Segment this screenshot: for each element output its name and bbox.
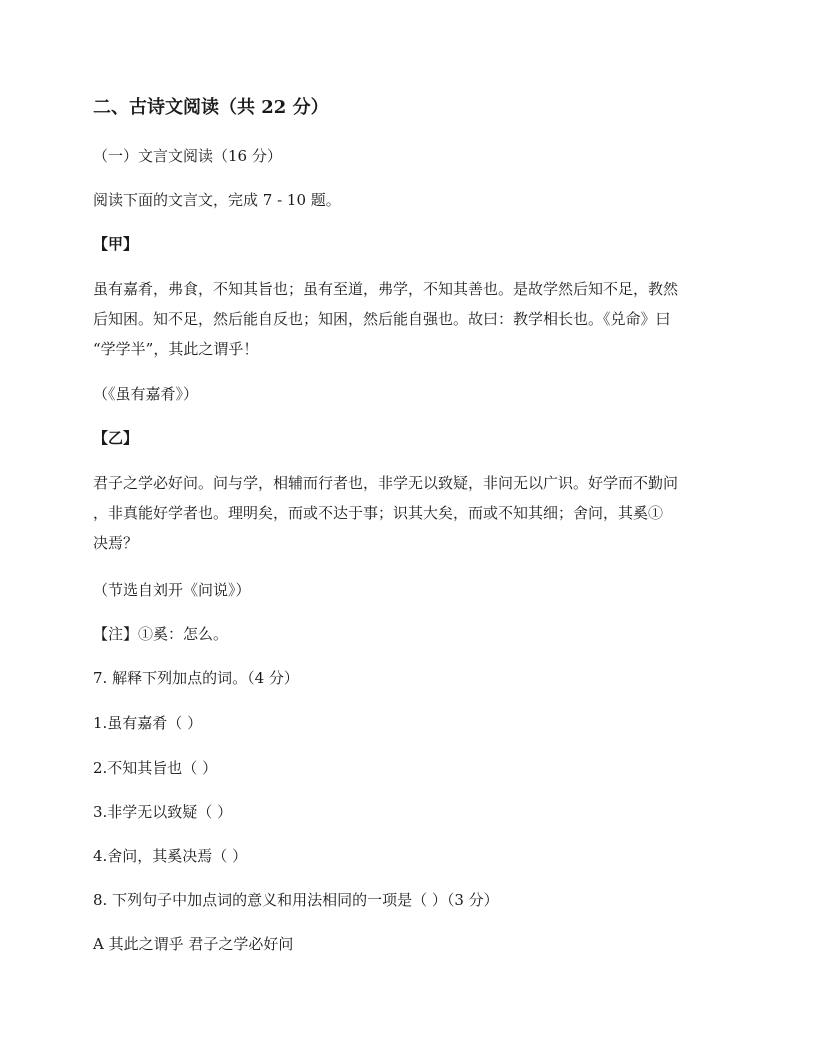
question-8-stem: 8. 下列句子中加点词的意义和用法相同的一项是（ ）（3 分）	[93, 891, 499, 909]
passage-a-line: 虽有嘉肴，弗食，不知其旨也；虽有至道，弗学，不知其善也。是故学然后知不足，教然	[93, 280, 679, 298]
annotation-note: 【注】①奚：怎么。	[93, 625, 229, 643]
passage-a-line: “学学半”，其此之谓乎！	[93, 340, 259, 358]
passage-a-source: （《虽有嘉肴》）	[93, 385, 199, 403]
question-7-item-3: 3.非学无以致疑（ ）	[93, 803, 233, 821]
passage-b-line: 君子之学必好问。问与学，相辅而行者也，非学无以致疑，非问无以广识。好学而不勤问	[93, 474, 679, 492]
passage-b-label: 【乙】	[93, 429, 139, 447]
question-8-option-a: A 其此之谓乎 君子之学必好问	[93, 935, 294, 953]
instruction-text: 阅读下面的文言文，完成 7 - 10 题。	[93, 191, 341, 209]
question-7-stem: 7. 解释下列加点的词。（4 分）	[93, 669, 299, 687]
question-7-item-2: 2.不知其旨也（ ）	[93, 759, 218, 777]
passage-b-line: ，非真能好学者也。理明矣，而或不达于事；识其大矣，而或不知其细；舍问，其奚①	[93, 504, 664, 522]
passage-b-text	[93, 468, 727, 558]
passage-a-text	[93, 274, 727, 364]
passage-b-line: 决焉？	[93, 534, 139, 552]
passage-a-label: 【甲】	[93, 235, 139, 253]
subsection-title: （一）文言文阅读（16 分）	[93, 147, 282, 165]
passage-b-source: （节选自刘开《问说》）	[93, 581, 251, 599]
section-title: 二、古诗文阅读（共 22 分）	[93, 97, 329, 118]
passage-a-line: 后知困。知不足，然后能自反也；知困，然后能自强也。故曰：教学相长也。《兑命》曰	[93, 310, 671, 328]
question-7-item-1: 1.虽有嘉肴（ ）	[93, 714, 203, 732]
question-7-item-4: 4.舍问，其奚决焉（ ）	[93, 847, 248, 865]
